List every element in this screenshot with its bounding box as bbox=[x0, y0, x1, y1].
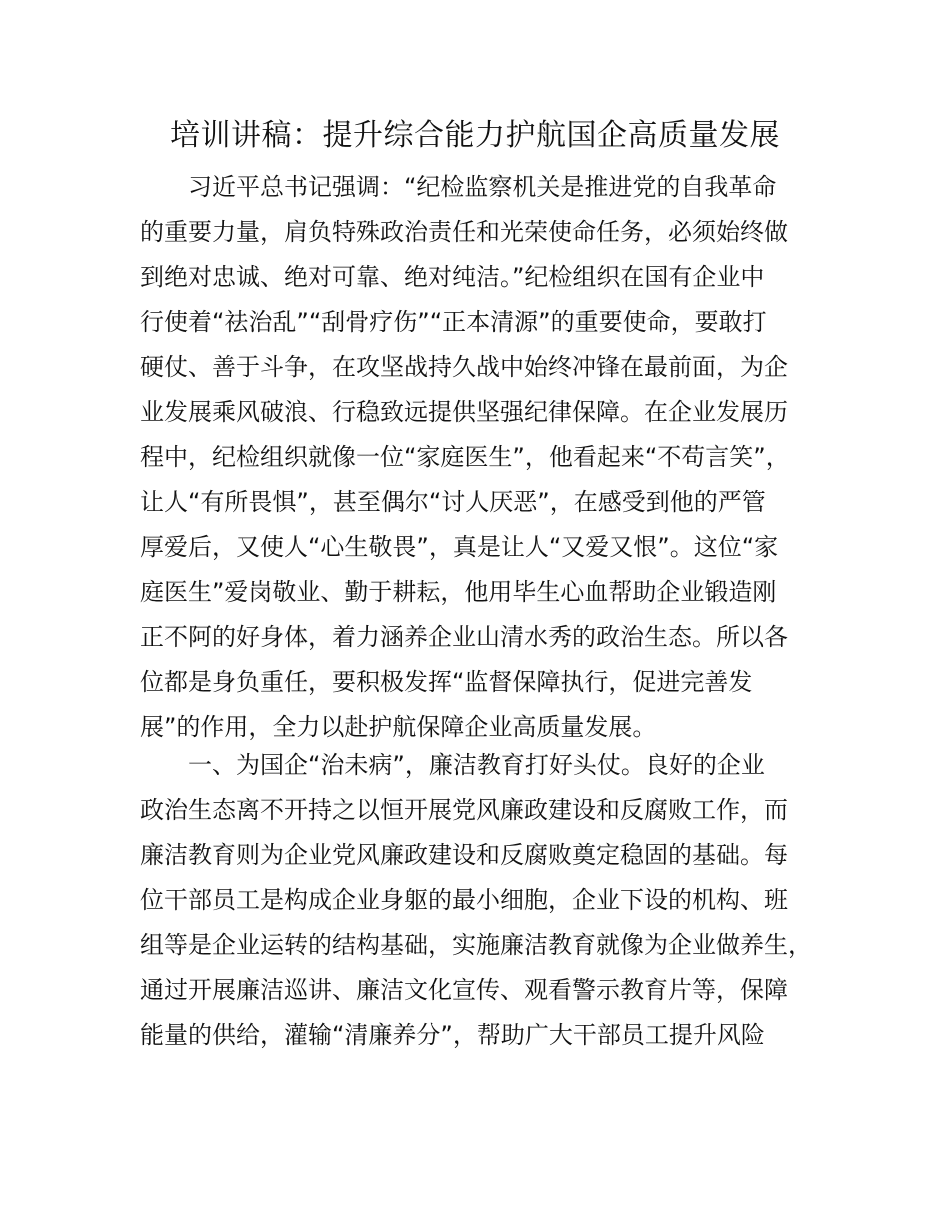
paragraph-line: 展”的作用，全力以赴护航保障企业高质量发展。 bbox=[140, 713, 657, 741]
paragraph-line: 庭医生”爱岗敬业、勤于耕耘，他用毕生心血帮助企业锻造刚 bbox=[140, 578, 777, 606]
document-title: 培训讲稿：提升综合能力护航国企高质量发展 bbox=[170, 118, 780, 153]
paragraph-intro bbox=[140, 165, 812, 750]
paragraph-line: 正不阿的好身体，着力涵养企业山清水秀的政治生态。所以各 bbox=[140, 623, 788, 651]
paragraph-line: 能量的供给，灌输“清廉养分”，帮助广大干部员工提升风险 bbox=[140, 1021, 765, 1049]
paragraph-section-one bbox=[140, 743, 812, 1058]
paragraph-line: 政治生态离不开持之以恒开展党风廉政建设和反腐败工作，而 bbox=[140, 796, 788, 824]
paragraph-line: 的重要力量，肩负特殊政治责任和光荣使命任务，必须始终做 bbox=[140, 218, 788, 246]
paragraph-line: 让人“有所畏惧”，甚至偶尔“讨人厌恶”，在感受到他的严管 bbox=[140, 488, 766, 516]
paragraph-line: 硬仗、善于斗争，在攻坚战持久战中始终冲锋在最前面，为企 bbox=[140, 353, 788, 381]
paragraph-line: 组等是企业运转的结构基础，实施廉洁教育就像为企业做养生， bbox=[140, 931, 812, 959]
paragraph-line: 到绝对忠诚、绝对可靠、绝对纯洁。”纪检组织在国有企业中 bbox=[140, 263, 765, 291]
paragraph-line: 厚爱后，又使人“心生敬畏”，真是让人“又爱又恨”。这位“家 bbox=[140, 533, 779, 561]
paragraph-line: 程中，纪检组织就像一位“家庭医生”，他看起来“不苟言笑”， bbox=[140, 443, 790, 471]
paragraph-line: 廉洁教育则为企业党风廉政建设和反腐败奠定稳固的基础。每 bbox=[140, 841, 788, 869]
paragraph-line: 通过开展廉洁巡讲、廉洁文化宣传、观看警示教育片等，保障 bbox=[140, 976, 788, 1004]
paragraph-line: 位都是身负重任，要积极发挥“监督保障执行，促进完善发 bbox=[140, 668, 753, 696]
paragraph-line: 位干部员工是构成企业身躯的最小细胞，企业下设的机构、班 bbox=[140, 886, 788, 914]
paragraph-line: 习近平总书记强调：“纪检监察机关是推进党的自我革命 bbox=[188, 173, 777, 201]
paragraph-line: 一、为国企“治未病”，廉洁教育打好头仗。良好的企业 bbox=[188, 751, 765, 779]
paragraph-line: 业发展乘风破浪、行稳致远提供坚强纪律保障。在企业发展历 bbox=[140, 398, 788, 426]
paragraph-line: 行使着“祛治乱”“刮骨疗伤”“正本清源”的重要使命，要敢打 bbox=[140, 308, 767, 336]
